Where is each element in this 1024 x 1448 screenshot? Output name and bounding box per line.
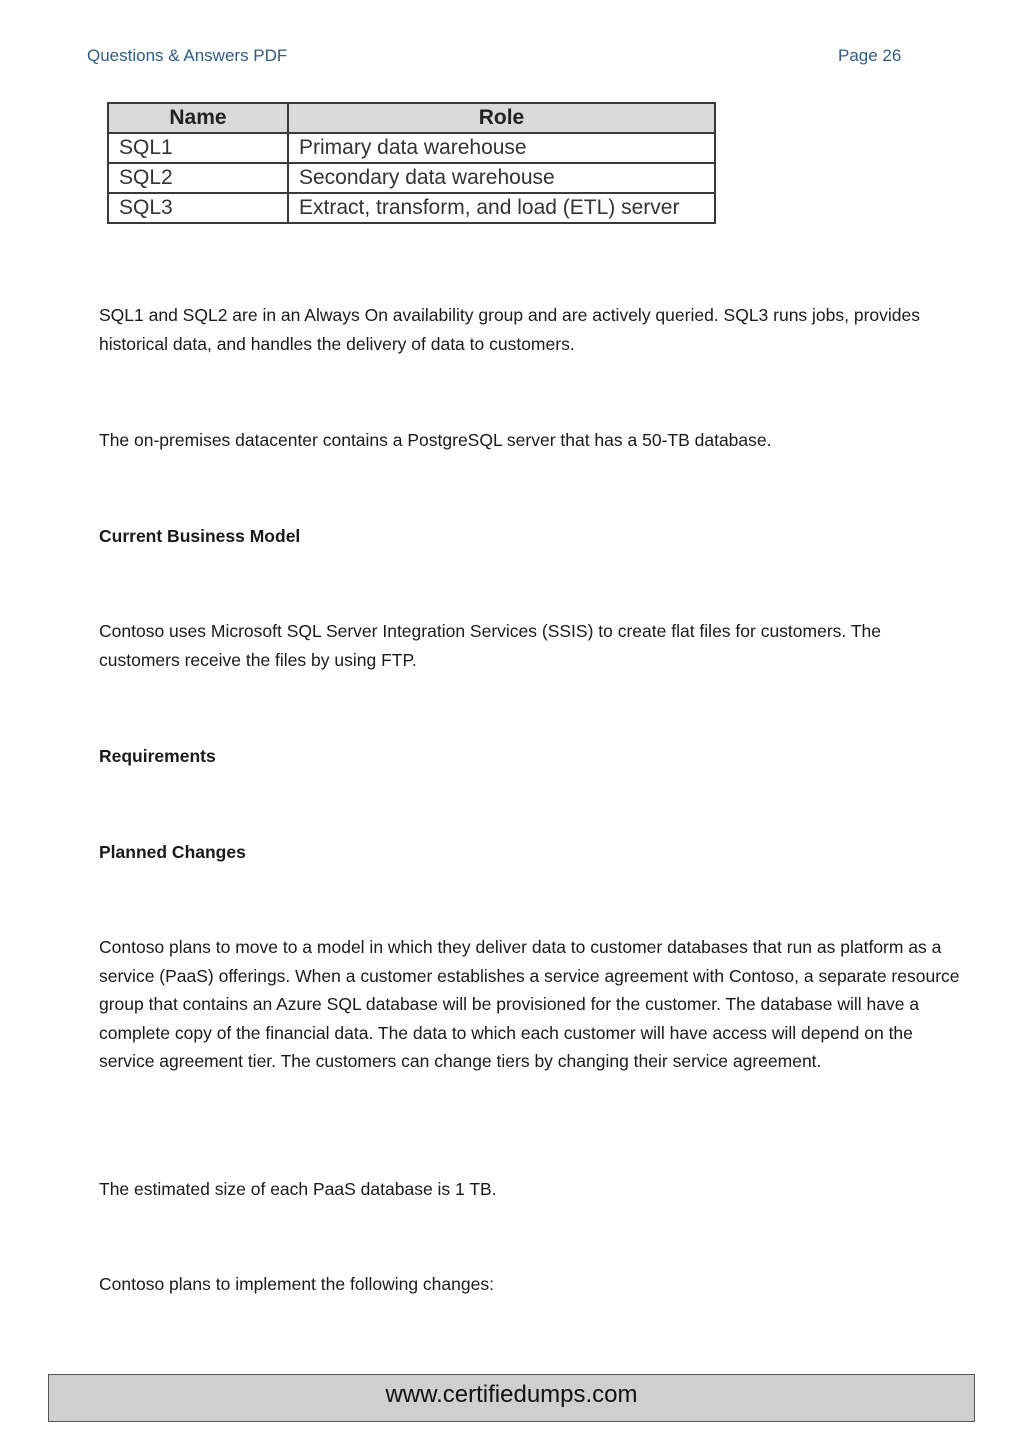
- table-cell-name: SQL2: [108, 163, 288, 193]
- table-row: [108, 133, 715, 163]
- table-header-row: [108, 103, 715, 133]
- header-title: Questions & Answers PDF: [87, 46, 288, 65]
- table-cell-role: Primary data warehouse: [288, 133, 715, 163]
- paragraph-availability-group: SQL1 and SQL2 are in an Always On availability group and are actively queried. SQL3 runs jobs, provides historical data, and handles the delivery of data to customers.: [99, 305, 921, 354]
- table-cell-name: SQL1: [108, 133, 288, 163]
- table-cell-role: Extract, transform, and load (ETL) server: [288, 193, 715, 223]
- paragraph-paas-model: Contoso plans to move to a model in which they deliver data to customer databases that run as platform as a service (PaaS) offerings. When a customer establishes a service agreement with Contoso, a separate resource group that contains an Azure SQL database will be provisioned for the customer. The database will have a complete copy of the financial data. The data to which each customer will have access will depend on the service agreement tier. The customers can change tiers by changing their service agreement.: [99, 937, 960, 1071]
- table-row: [108, 193, 715, 223]
- table-cell-name: SQL3: [108, 193, 288, 223]
- heading-planned-changes: Planned Changes: [99, 842, 246, 862]
- heading-current-business-model: Current Business Model: [99, 526, 301, 546]
- server-roles-table: [107, 102, 716, 224]
- paragraph-planned-changes-intro: Contoso plans to implement the following changes:: [99, 1274, 494, 1294]
- table-cell-role: Secondary data warehouse: [288, 163, 715, 193]
- paragraph-postgresql: The on-premises datacenter contains a PostgreSQL server that has a 50-TB database.: [99, 430, 772, 450]
- page-number: Page 26: [838, 46, 902, 65]
- paragraph-paas-size: The estimated size of each PaaS database is 1 TB.: [99, 1179, 497, 1199]
- server-roles-table-container: [107, 102, 716, 224]
- column-header-role: Role: [288, 103, 715, 133]
- footer-banner: [48, 1374, 975, 1422]
- footer-url: www.certifiedumps.com: [385, 1381, 638, 1408]
- table-row: [108, 163, 715, 193]
- heading-requirements: Requirements: [99, 746, 216, 766]
- paragraph-ssis: Contoso uses Microsoft SQL Server Integration Services (SSIS) to create flat files for customers. The customers receive the files by using FTP.: [99, 621, 881, 670]
- column-header-name: Name: [108, 103, 288, 133]
